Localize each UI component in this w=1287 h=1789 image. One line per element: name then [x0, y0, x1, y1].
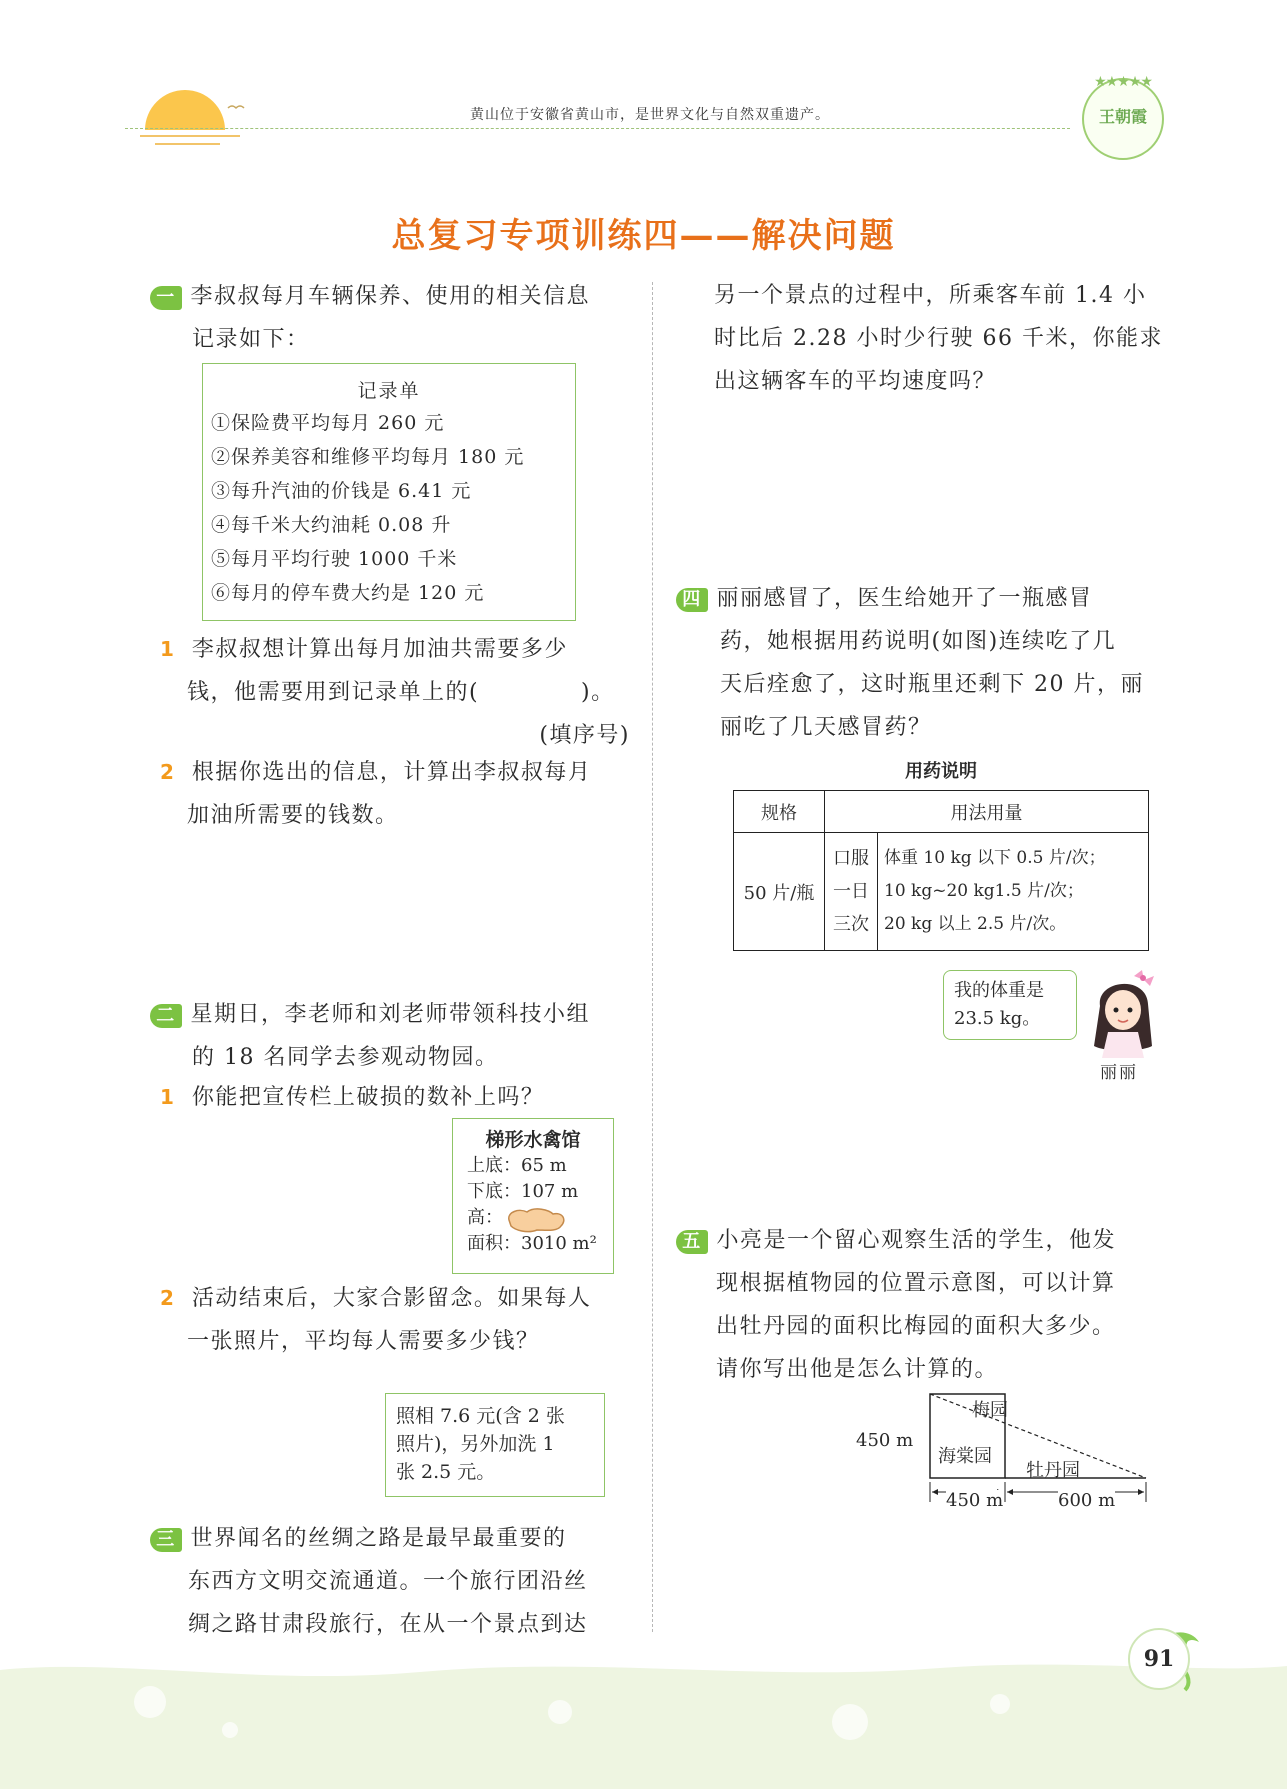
- q3-right: [714, 274, 1194, 403]
- usage-line1: 口服: [833, 848, 869, 869]
- q4-line3: 天后痊愈了，这时瓶里还剩下 20 片，丽: [720, 672, 1144, 697]
- q4-line2: 药，她根据用药说明(如图)连续吃了几: [720, 629, 1117, 654]
- q3-line5: 时比后 2.28 小时少行驶 66 千米，你能求: [714, 326, 1163, 351]
- photo-note-line1: 照相 7.6 元(含 2 张: [396, 1405, 565, 1427]
- q1-sub1: [160, 628, 640, 757]
- q5-line4: 请你写出他是怎么计算的。: [716, 1357, 999, 1382]
- table-cell-usage: [825, 833, 878, 951]
- garden-diagram: [856, 1390, 1160, 1520]
- q5-text: [676, 1219, 1176, 1391]
- label-mudan-garden: 牡丹园: [1026, 1460, 1080, 1481]
- photo-price-note: [385, 1393, 605, 1497]
- q3-line1: 世界闻名的丝绸之路是最早最重要的: [190, 1526, 567, 1551]
- q1-sub2-line2: 加油所需要的钱数。: [187, 803, 399, 828]
- header-divider: [125, 128, 1070, 129]
- q3-line6: 出这辆客车的平均速度吗？: [714, 369, 997, 394]
- label-height: 450 m: [856, 1430, 914, 1451]
- medicine-table: [733, 790, 1149, 951]
- sign-area: 面积：3010 m²: [467, 1233, 597, 1254]
- label-width-haitang: 450 m: [946, 1490, 1004, 1511]
- q1-sub1-number: 1: [160, 637, 176, 661]
- q1-intro-line2: 记录如下：: [192, 327, 310, 352]
- q2-sub1-number: 1: [160, 1085, 176, 1109]
- q4-badge: 四: [676, 588, 708, 612]
- photo-note-line2: 照片)，另外加洗 1: [396, 1433, 555, 1455]
- q1-sub2-line1: 根据你选出的信息，计算出李叔叔每月: [191, 760, 592, 785]
- q2-sub1: [160, 1076, 640, 1119]
- q5-badge: 五: [676, 1230, 708, 1254]
- q1-sub2: [160, 751, 640, 837]
- q2-sub2: [160, 1277, 640, 1363]
- page-number: 91: [1143, 1646, 1175, 1672]
- page-number-badge: [1128, 1628, 1190, 1690]
- page-title: 总复习专项训练四——解决问题: [391, 216, 896, 256]
- table-cell-dose: [878, 833, 1149, 951]
- record-item: ⑥每月的停车费大约是 120 元: [211, 582, 485, 604]
- q1-badge: 一: [150, 286, 182, 310]
- usage-line2: 一日: [833, 881, 869, 902]
- pond-sign: [452, 1118, 614, 1274]
- q2-sub1-text: 你能把宣传栏上破损的数补上吗？: [191, 1085, 545, 1110]
- photo-note-line3: 张 2.5 元。: [396, 1461, 496, 1483]
- table-header-spec: 规格: [734, 791, 825, 833]
- record-item: ③每升汽油的价钱是 6.41 元: [211, 480, 472, 502]
- q5-line2: 现根据植物园的位置示意图，可以计算: [716, 1271, 1116, 1296]
- speech-bubble: [943, 970, 1077, 1040]
- q1-sub1-line2: 钱，他需要用到记录单上的( )。: [187, 680, 615, 705]
- q2-sub2-number: 2: [160, 1286, 176, 1310]
- sign-height: 高：: [467, 1207, 503, 1228]
- dose-line3: 20 kg 以上 2.5 片/次。: [884, 914, 1067, 934]
- label-mei-garden: 梅园: [972, 1400, 1008, 1421]
- girl-icon: [1086, 966, 1160, 1062]
- q3-left: [150, 1517, 640, 1646]
- record-item: ④每千米大约油耗 0.08 升: [211, 514, 452, 536]
- dose-line1: 体重 10 kg 以下 0.5 片/次；: [884, 848, 1106, 868]
- q4-line1: 丽丽感冒了，医生给她开了一瓶感冒: [716, 586, 1093, 611]
- record-title: 记录单: [357, 380, 421, 402]
- publisher-logo: [1082, 74, 1164, 160]
- sun-icon: [140, 80, 250, 150]
- q1-sub2-number: 2: [160, 760, 176, 784]
- q2-sub2-line1: 活动结束后，大家合影留念。如果每人: [191, 1286, 592, 1311]
- q3-line2: 东西方文明交流通道。一个旅行团沿丝: [188, 1569, 588, 1594]
- q2-sub2-line2: 一张照片，平均每人需要多少钱？: [187, 1329, 540, 1354]
- q5-line1: 小亮是一个留心观察生活的学生，他发: [716, 1228, 1117, 1253]
- sign-title: 梯形水禽馆: [485, 1129, 581, 1151]
- q3-line3: 绸之路甘肃段旅行，在从一个景点到达: [188, 1612, 588, 1637]
- q4-text: [676, 577, 1176, 749]
- bubble-line1: 我的体重是: [954, 980, 1044, 1001]
- medicine-caption: 用药说明: [905, 761, 977, 782]
- q2-intro: [150, 993, 640, 1079]
- q2-intro-line1: 星期日，李老师和刘老师带领科技小组: [190, 1002, 591, 1027]
- q1-sub1-hint: (填序号): [539, 723, 630, 748]
- sign-bottom-base: 下底：107 m: [467, 1181, 579, 1202]
- sign-top-base: 上底：65 m: [467, 1155, 567, 1176]
- label-haitang-garden: 海棠园: [938, 1446, 992, 1467]
- q1-intro: [150, 275, 640, 361]
- table-cell-spec: 50 片/瓶: [734, 833, 825, 951]
- q3-badge: 三: [150, 1528, 182, 1552]
- dose-line2: 10 kg~20 kg1.5 片/次；: [884, 881, 1084, 901]
- record-sheet: [202, 363, 576, 621]
- record-item: ①保险费平均每月 260 元: [211, 412, 445, 434]
- bubble-line2: 23.5 kg。: [954, 1008, 1041, 1029]
- q2-intro-line2: 的 18 名同学去参观动物园。: [192, 1045, 499, 1070]
- q5-line3: 出牡丹园的面积比梅园的面积大多少。: [716, 1314, 1116, 1339]
- logo-text: 王朝霞: [1098, 107, 1147, 126]
- q4-line4: 丽吃了几天感冒药？: [720, 715, 932, 740]
- record-item: ⑤每月平均行驶 1000 千米: [211, 548, 458, 570]
- header-caption: 黄山位于安徽省黄山市，是世界文化与自然双重遗产。: [470, 107, 830, 123]
- girl-name: 丽丽: [1100, 1063, 1138, 1083]
- column-divider: [652, 282, 653, 1632]
- q3-line4: 另一个景点的过程中，所乘客车前 1.4 小: [714, 283, 1147, 308]
- q2-badge: 二: [150, 1004, 182, 1028]
- footer-wave: [0, 1652, 1287, 1789]
- star-row-icon: ★★★★★: [1094, 74, 1152, 90]
- damaged-patch-icon: [505, 1206, 569, 1234]
- record-item: ②保养美容和维修平均每月 180 元: [211, 446, 525, 468]
- label-width-mudan: 600 m: [1058, 1490, 1116, 1511]
- q1-sub1-line1: 李叔叔想计算出每月加油共需要多少: [191, 637, 568, 662]
- q1-intro-line1: 李叔叔每月车辆保养、使用的相关信息: [190, 284, 591, 309]
- usage-line3: 三次: [833, 914, 869, 935]
- table-header-usage: 用法用量: [825, 791, 1149, 833]
